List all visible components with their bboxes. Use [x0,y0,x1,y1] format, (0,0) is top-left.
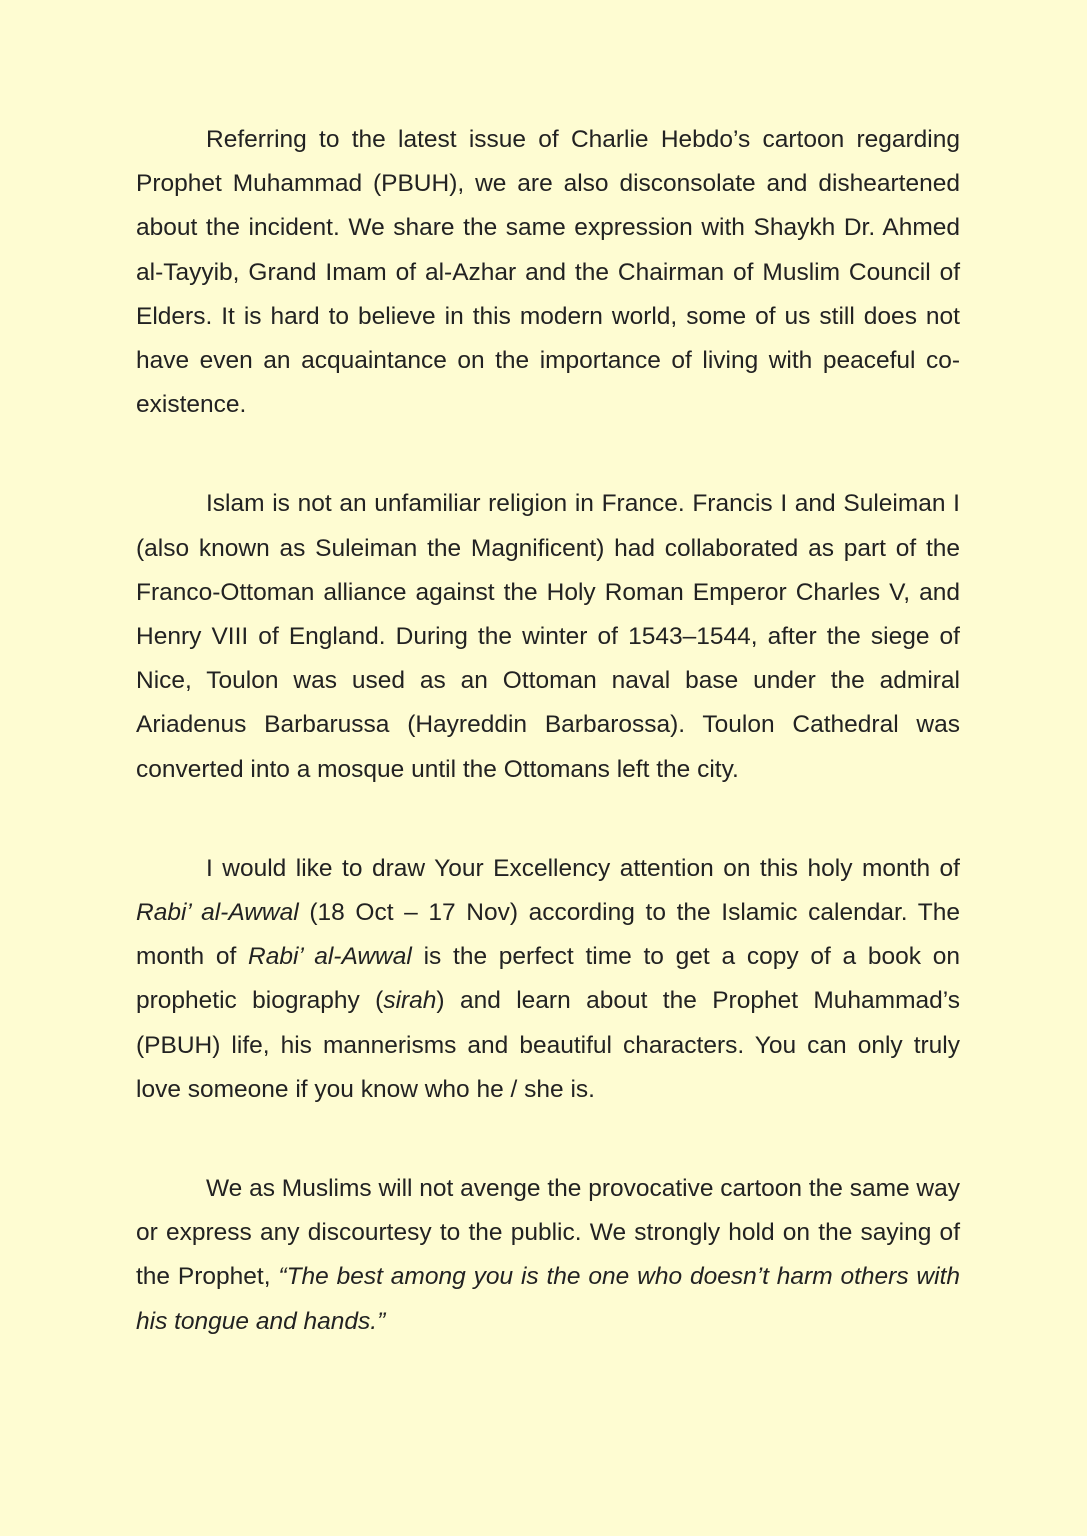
paragraph-islam-in-france [136,482,960,791]
italic-term-sirah: sirah [383,987,437,1015]
italic-term-rabi-al-awwal: Rabi’ al-Awwal [248,943,412,971]
italic-term-rabi-al-awwal: Rabi’ al-Awwal [136,899,299,927]
prophet-quote: “The best among you is the one who doesn’t harm others with his tongue and hands.” [136,1263,961,1335]
paragraph-text: Islam is not an unfamiliar religion in France. Francis I and Suleiman I (also known as Suleiman the Magnificent) had collaborated as part of the Franco-Ottoman alliance against the Holy Roman Emperor Charles V, and Henry VIII of England. During the winter of 1543–1544, after the siege of Nice, Toulon was used as an Ottoman naval base under the admiral Ariadenus Barbarussa (Hayreddin Barbarossa). Toulon Cathedral was converted into a mosque until the Ottomans left the city. [136,490,960,783]
paragraph-text: ) and learn about the Prophet Muhammad’s (PBUH) life, his mannerisms and beautiful characters. You can only truly love someone if you know who he / she is. [136,987,960,1103]
paragraph-text: (18 Oct – 17 Nov) according to the Islamic calendar. The month of [136,899,960,971]
paragraph-text: Referring to the latest issue of Charlie Hebdo’s cartoon regarding Prophet Muhammad (PBUH), we are also disconsolate and disheartened about the incident. We share the same expression with Shaykh Dr. Ahmed al-Tayyib, Grand Imam of al-Azhar and the Chairman of Muslim Council of Elders. It is hard to believe in this modern world, some of us still does not have even an acquaintance on the importance of living with peaceful co-existence. [136,126,960,419]
paragraph-text: We as Muslims will not avenge the provocative cartoon the same way or express any discourtesy to the public. We strongly hold on the saying of the Prophet, [136,1175,960,1291]
paragraph-text: I would like to draw Your Excellency attention on this holy month of [206,854,960,882]
paragraph-muslim-response [136,1167,960,1344]
paragraph-charlie-hebdo [136,118,960,427]
paragraph-rabi-al-awwal [136,847,960,1112]
paragraph-text: is the perfect time to get a copy of a book on prophetic biography ( [136,943,960,1015]
